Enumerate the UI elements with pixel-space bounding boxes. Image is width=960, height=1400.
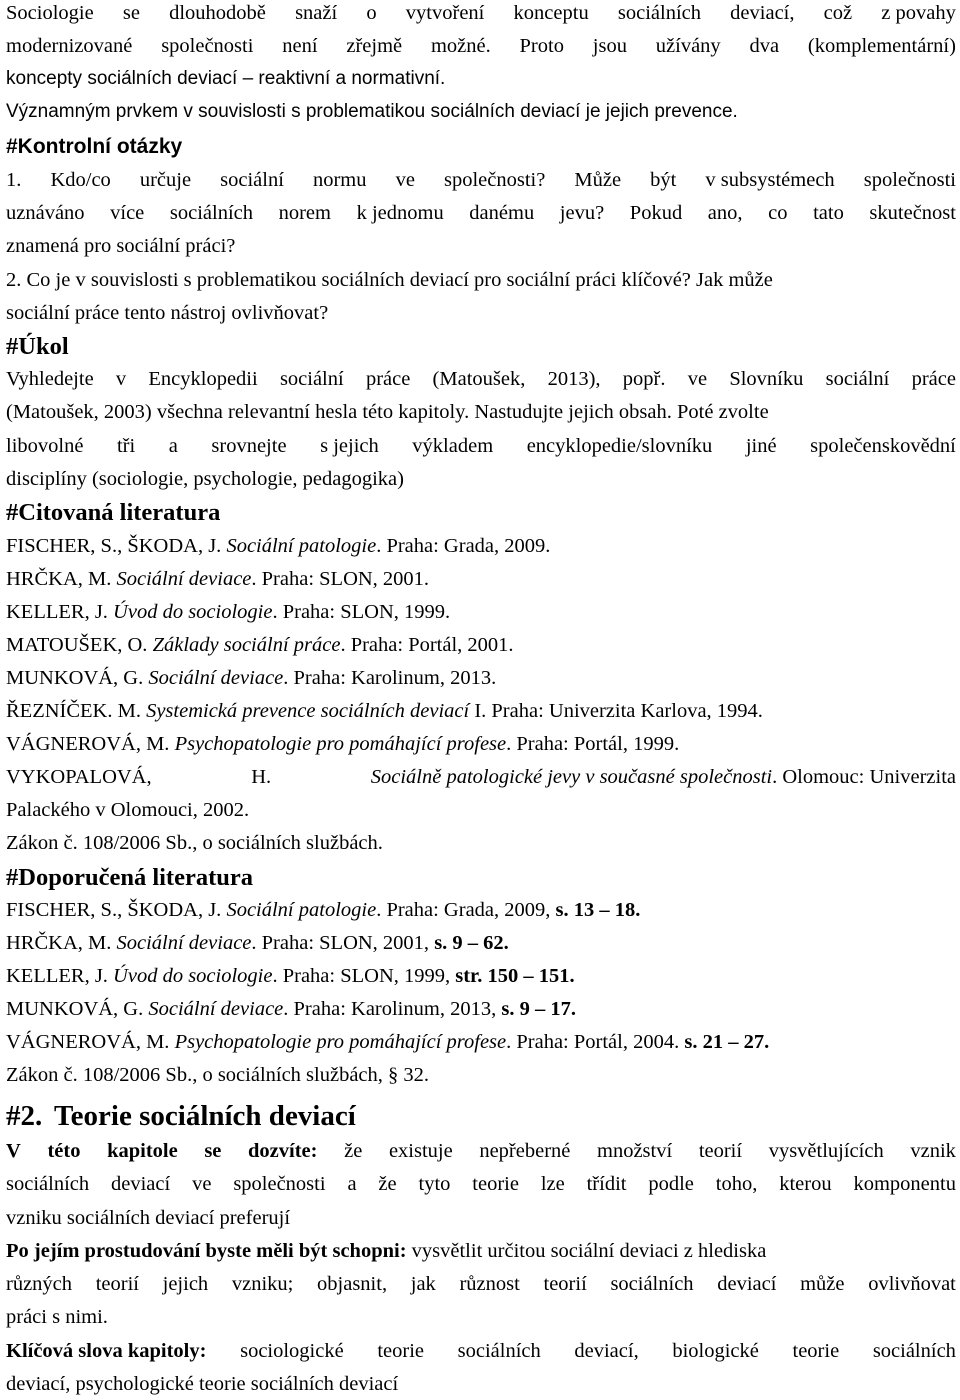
question-2-line-1: 2. Co je v souvislosti s problematikou sociálních deviací pro sociální práci klíčové? Jak může	[6, 269, 773, 291]
cited-ref: VÁGNEROVÁ, M. Psychopatologie pro pomáhající profese. Praha: Portál, 1999.	[6, 733, 680, 755]
task-line-4: disciplíny (sociologie, psychologie, pedagogika)	[6, 468, 404, 490]
learn-line-3: vzniku sociálních deviací preferují	[6, 1207, 291, 1229]
able-line-1: Po jejím prostudování byste měli být schopni: vysvětlit určitou sociální deviaci z hlediska	[6, 1240, 767, 1262]
intro-line-3: koncepty sociálních deviací – reaktivní a normativní.	[6, 68, 446, 89]
cited-ref: KELLER, J. Úvod do sociologie. Praha: SLON, 1999.	[6, 601, 451, 623]
recommended-ref: MUNKOVÁ, G. Sociální deviace. Praha: Karolinum, 2013, s. 9 – 17.	[6, 998, 576, 1020]
intro-line-4: Významným prvkem v souvislosti s problematikou sociálních deviací je jejich prevence.	[6, 101, 738, 122]
intro-line-1: Sociologie se dlouhodobě snaží o vytvoření konceptu sociálních deviací, což z povahy	[6, 2, 956, 24]
recommended-ref: KELLER, J. Úvod do sociologie. Praha: SLON, 1999, str. 150 – 151.	[6, 965, 575, 987]
task-line-2: (Matoušek, 2003) všechna relevantní hesla této kapitoly. Nastudujte jejich obsah. Poté zvolte	[6, 401, 769, 423]
keywords-line-2: deviací, psychologické teorie sociálních deviací	[6, 1373, 399, 1395]
cited-ref: FISCHER, S., ŠKODA, J. Sociální patologie. Praha: Grada, 2009.	[6, 535, 551, 557]
question-1-line-2: uznáváno více sociálních norem k jednomu danému jevu? Pokud ano, co tato skutečnost	[6, 202, 956, 224]
question-1-line-3: znamená pro sociální práci?	[6, 235, 236, 257]
cited-heading: #Citovaná literatura	[6, 499, 221, 526]
recommended-ref: FISCHER, S., ŠKODA, J. Sociální patologie. Praha: Grada, 2009, s. 13 – 18.	[6, 899, 641, 921]
recommended-ref: VÁGNEROVÁ, M. Psychopatologie pro pomáhající profese. Praha: Portál, 2004. s. 21 – 27.	[6, 1031, 770, 1053]
learn-line-1: V této kapitole se dozvíte: že existuje nepřeberné množství teorií vysvětlujících vznik	[6, 1140, 956, 1162]
task-line-3: libovolné tři a srovnejte s jejich výkladem encyklopedie/slovníku jiné společenskovědní	[6, 435, 956, 457]
task-heading: #Úkol	[6, 333, 69, 360]
questions-heading: #Kontrolní otázky	[6, 135, 183, 158]
question-1-line-1: 1. Kdo/co určuje sociální normu ve společnosti? Může být v subsystémech společnosti	[6, 169, 956, 191]
cited-ref: MUNKOVÁ, G. Sociální deviace. Praha: Karolinum, 2013.	[6, 667, 497, 689]
cited-ref-vykopalova-cont: Palackého v Olomouci, 2002.	[6, 799, 250, 821]
keywords-label: Klíčová slova kapitoly:	[6, 1340, 207, 1362]
cited-ref: ŘEZNÍČEK. M. Systemická prevence sociálních deviací I. Praha: Univerzita Karlova, 1994.	[6, 700, 763, 722]
cited-law: Zákon č. 108/2006 Sb., o sociálních službách.	[6, 832, 383, 854]
cited-ref: HRČKA, M. Sociální deviace. Praha: SLON, 2001.	[6, 568, 430, 590]
able-line-3: práci s nimi.	[6, 1306, 108, 1328]
chapter-title	[6, 1099, 356, 1133]
task-line-1: Vyhledejte v Encyklopedii sociální práce (Matoušek, 2013), popř. ve Slovníku sociální práce	[6, 368, 956, 390]
recommended-law: Zákon č. 108/2006 Sb., o sociálních službách, § 32.	[6, 1064, 430, 1086]
recommended-heading: #Doporučená literatura	[6, 864, 253, 891]
recommended-ref: HRČKA, M. Sociální deviace. Praha: SLON, 2001, s. 9 – 62.	[6, 932, 509, 954]
able-line-2: různých teorií jejich vzniku; objasnit, jak různost teorií sociálních deviací může ovlivňovat	[6, 1273, 956, 1295]
intro-line-2: modernizované společnosti není zřejmě možné. Proto jsou užívány dva (komplementární)	[6, 35, 956, 57]
question-2-line-2: sociální práce tento nástroj ovlivňovat?	[6, 302, 329, 324]
chapter-title-text: Teorie sociálních deviací	[54, 1100, 356, 1132]
cited-ref: MATOUŠEK, O. Základy sociální práce. Praha: Portál, 2001.	[6, 634, 514, 656]
chapter-number: #2.	[6, 1100, 43, 1132]
keywords-line-1: Klíčová slova kapitoly: sociologické teorie sociálních deviací, biologické teorie sociálních	[6, 1340, 956, 1362]
cited-ref-vykopalova: VYKOPALOVÁ, H. Sociálně patologické jevy v současné společnosti. Olomouc: Univerzita	[6, 766, 956, 788]
able-label: Po jejím prostudování byste měli být schopni:	[6, 1240, 407, 1262]
learn-line-2: sociálních deviací ve společnosti a že tyto teorie lze třídit podle toho, kterou komponentu	[6, 1173, 956, 1195]
